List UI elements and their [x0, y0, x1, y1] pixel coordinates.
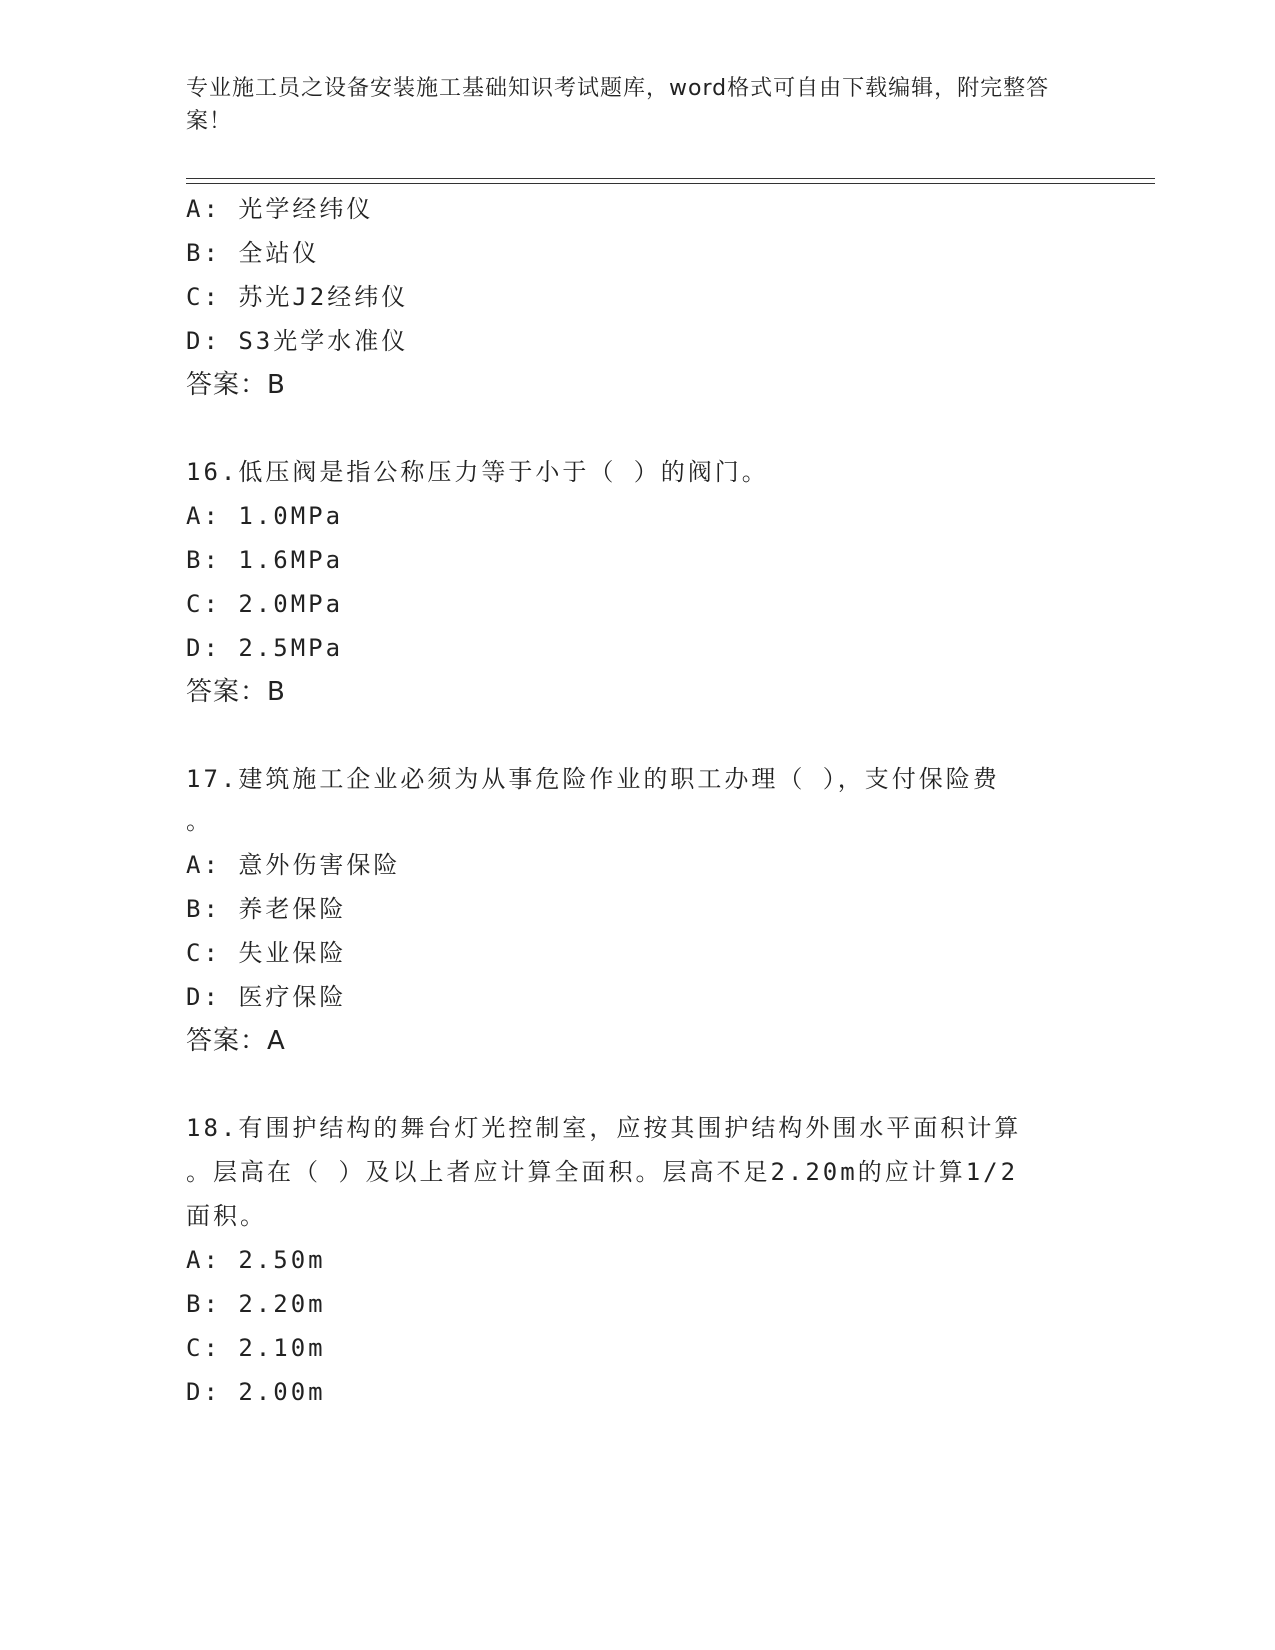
q16-option-c: C: 2.0MPa: [186, 590, 344, 618]
header-divider-bottom: [186, 183, 1155, 184]
q15-option-c: C: 苏光J2经纬仪: [186, 283, 409, 311]
q18-question-line2: 。层高在（ ）及以上者应计算全面积。层高不足2.20m的应计算1/2: [186, 1158, 1019, 1186]
q17-question-line2: 。: [186, 807, 213, 835]
document-header: 专业施工员之设备安装施工基础知识考试题库，word格式可自由下载编辑，附完整答案！: [186, 76, 1050, 134]
q17-option-d: D: 医疗保险: [186, 983, 347, 1011]
q16-question: 16.低压阀是指公称压力等于小于（ ）的阀门。: [186, 458, 769, 486]
q18-option-a: A: 2.50m: [186, 1246, 326, 1274]
q17-answer: 答案：A: [186, 1026, 286, 1056]
q18-question-line3: 面积。: [186, 1202, 267, 1230]
q17-option-b: B: 养老保险: [186, 895, 347, 923]
q18-option-c: C: 2.10m: [186, 1334, 326, 1362]
q16-option-b: B: 1.6MPa: [186, 546, 344, 574]
q17-option-a: A: 意外伤害保险: [186, 851, 401, 879]
header-divider-top: [186, 178, 1155, 179]
q17-option-c: C: 失业保险: [186, 939, 347, 967]
q15-option-d: D: S3光学水准仪: [186, 327, 409, 355]
q16-option-d: D: 2.5MPa: [186, 634, 344, 662]
q18-question-line1: 18.有围护结构的舞台灯光控制室，应按其围护结构外围水平面积计算: [186, 1114, 1022, 1142]
q16-option-a: A: 1.0MPa: [186, 502, 344, 530]
q17-question-line1: 17.建筑施工企业必须为从事危险作业的职工办理（ ），支付保险费: [186, 765, 1000, 793]
q15-answer: 答案：B: [186, 370, 286, 400]
q18-option-d: D: 2.00m: [186, 1378, 326, 1406]
q15-option-b: B: 全站仪: [186, 239, 320, 267]
q18-option-b: B: 2.20m: [186, 1290, 326, 1318]
q15-option-a: A: 光学经纬仪: [186, 195, 374, 223]
q16-answer: 答案：B: [186, 677, 286, 707]
